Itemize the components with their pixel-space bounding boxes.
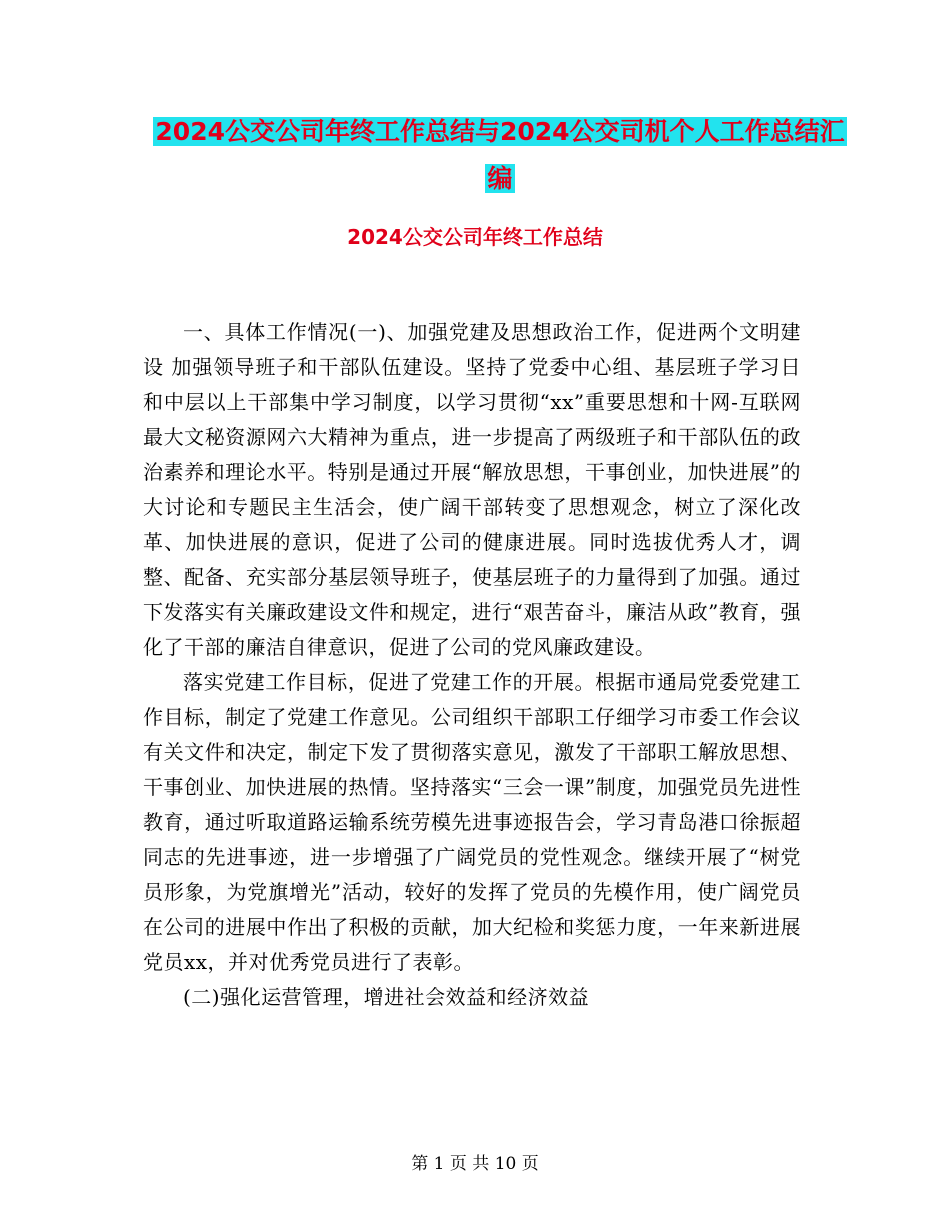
page-number-footer: 第 1 页 共 10 页 (411, 1154, 539, 1174)
paragraph-1: 一、具体工作情况(一)、加强党建及思想政治工作，促进两个文明建设 加强领导班子和干部队伍建设。坚持了党委中心组、基层班子学习日和中层以上干部集中学习制度，以学习贯彻“xx”重要思想和十网-互联网最大文秘资源网六大精神为重点，进一步提高了两级班子和干部队伍的政治素养和理论水平。特别是通过开展“解放思想，干事创业，加快进展”的大讨论和专题民主生活会，使广阔干部转变了思想观念，树立了深化改革、加快进展的意识，促进了公司的健康进展。同时选拔优秀人才，调整、配备、充实部分基层领导班子，使基层班子的力量得到了加强。通过下发落实有关廉政建设文件和规定，进行“艰苦奋斗，廉洁从政”教育，强化了干部的廉洁自律意识，促进了公司的党风廉政建设。 (143, 320, 801, 659)
document-body (143, 315, 801, 1015)
document-title (150, 108, 850, 202)
paragraph-2: 落实党建工作目标，促进了党建工作的开展。根据市通局党委党建工作目标，制定了党建工作意见。公司组织干部职工仔细学习市委工作会议有关文件和决定，制定下发了贯彻落实意见，激发了干部职工解放思想、干事创业、加快进展的热情。坚持落实“三会一课”制度，加强党员先进性教育，通过听取道路运输系统劳模先进事迹报告会，学习青岛港口徐振超同志的先进事迹，进一步增强了广阔党员的党性观念。继续开展了“树党员形象，为党旗增光”活动，较好的发挥了党员的先模作用，使广阔党员在公司的进展中作出了积极的贡献，加大纪检和奖惩力度，一年来新进展党员xx，并对优秀党员进行了表彰。 (143, 670, 801, 974)
document-title-text: 2024公交公司年终工作总结与2024公交司机个人工作总结汇编 (155, 117, 845, 193)
paragraph-3: (二)强化运营管理，增进社会效益和经济效益 (183, 985, 590, 1009)
section-title: 2024公交公司年终工作总结 (347, 225, 603, 249)
